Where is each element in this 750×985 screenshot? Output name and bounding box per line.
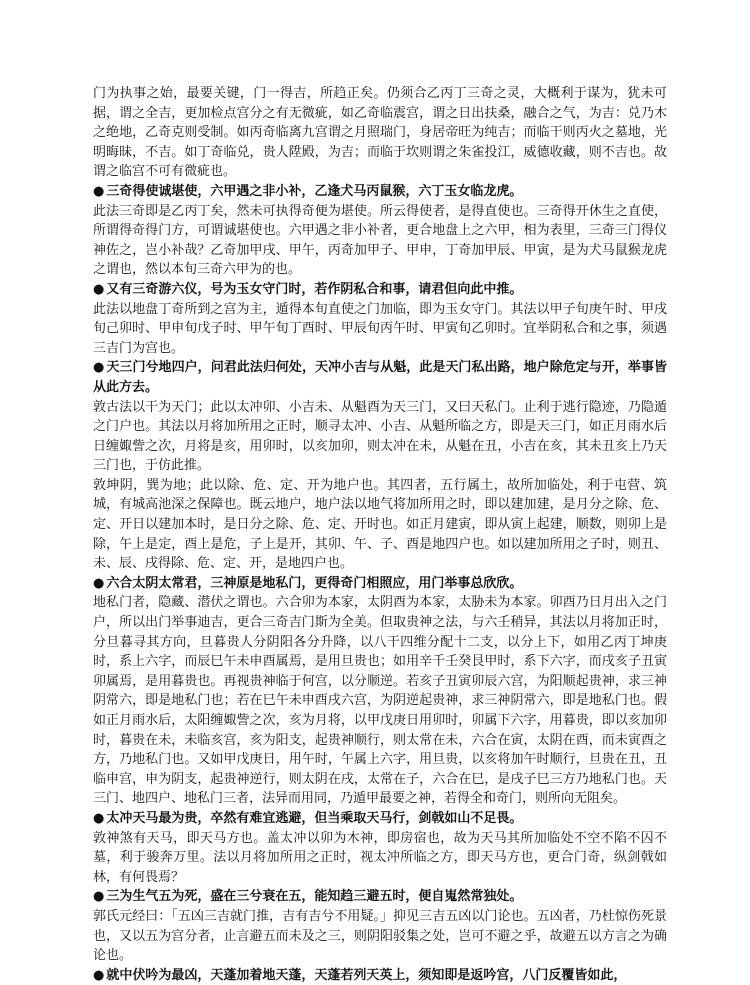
text: 此法三奇即是乙丙丁矣，然未可执得奇便为堪使。所云得使者，是得直使也。三奇得开休生之直使，所谓得奇得门方，可谓诚堪使也。六甲遇之非小补者，更合地盘上之六甲，相为表里，三奇三门得仪神佐之，岂小补哉？乙奇加甲戌、甲午，丙奇加甲子、甲申，丁奇加甲辰、甲寅，是为犬马鼠猴龙虎之谓也，然以本旬三奇六甲为的也。 [93,203,667,278]
text: 三为生气五为死，盛在三兮衰在五，能知趋三避五时，便自嵬然常独处。 [106,889,523,905]
text: 郭氏元经曰：「五凶三吉就门推，吉有吉兮不用疑。」抑见三吉五凶以门论也。五凶者，乃杜惊伤死景也，又以五为宫分者，止言避五而未及之三，则阴阳驳集之处，岂可不避之乎，故避五以方言之为确论也。 [93,908,667,964]
bullet-icon: ● [93,889,105,905]
bullet-icon: ● [93,183,105,199]
verse-line [93,182,667,202]
verse-line [93,966,667,985]
text: 地私门者，隐藏、潜伏之谓也。六合卯为本家，太阴酉为本家，太胁未为本家。卯酉乃日月出入之门户，所以出门举事迪吉，更合三奇吉门斯为全美。但取贵神之法，与六壬稍异，其法以月将加正时，分旦暮寻其方向，旦暮贵人分阴阳各分升降，以八干四维分配十二支，以分上下，如用乙丙丁坤庚时，系上六字，而辰巳午未申酉属焉，是用旦贵也；如用辛千壬癸艮甲时，系下六字，而戌亥子丑寅卯属焉，是用暮贵也。再视贵神临于何宫，以分顺逆。若亥子丑寅卯辰六宫，为阳顺起贵神，求三神阴常六，即是地私门也；若在巳午未申酉戌六宫，为阴逆起贵神，求三神阴常六，即是地私门也。假如正月雨水后，太阳缠娵訾之次，亥为月将，以甲戊庚日用卯时，卯属下六字，用暮贵，即以亥加卯时，暮贵在未，未临亥宫，亥为阳支，起贵神顺行，则太常在未，六合在寅，太阴在酉，而未寅酉之方，乃地私门也。又如甲戊庚日，用午时，午属上六字，用旦贵，以亥将加午时顺行，旦贵在丑，丑临申宫，申为阴支，起贵神逆行，则太阴在戌，太常在子，六合在巳，是戌子巳三方乃地私门也。天三门、地四户、地私门三者，法异而用同，乃遁甲最要之神，若得全和奇门，则所向无阻矣。 [93,595,667,807]
text: 敦古法以干为天门；此以太冲卯、小吉未、从魁酉为天三门，又曰天私门。止利于逃行隐迹，乃隐遁之门户也。其法以月将加所用之正时，顺寻太冲、小吉、从魁所临之方，即是天三门，如正月雨水后日缠娵訾之次，月将是亥，用卯时，以亥加卯，则太冲在未，从魁在丑，小吉在亥，其未丑亥上乃天三门也，于仿此推。 [93,399,667,474]
text: 敦神煞有天马，即天马方也。盖太冲以卯为木神，即房宿也，故为天马其所加临处不空不陷不囚不墓，利于骏奔万里。法以月将加所用之正时，视太冲所临之方，即天马方也，更合门奇，纵剑戟如林，有何畏焉？ [93,830,667,885]
paragraph [93,398,667,476]
paragraph [93,84,667,182]
text: 六合太阴太常君，三神原是地私门，更得奇门相照应，用门举事总欣欣。 [106,575,523,591]
verse-line [93,574,667,594]
text: 三奇得使诚堪使，六甲遇之非小补，乙逢犬马丙鼠猴，六丁玉女临龙虎。 [106,183,523,199]
text: 此法以地盘丁奇所到之宫为主，遁得本旬直使之门加临，即为玉女守门。其法以甲子旬庚午时、甲戌旬己卯时、甲申旬戊子时、甲午旬丁酉时、甲辰旬丙午时、甲寅旬乙卯时。宜举阴私合和之事，须遇三吉门为宫也。 [93,301,667,356]
text: 就中伏吟为最凶，天蓬加着地天蓬，天蓬若列天英上，须知即是返吟宫，八门反覆皆如此， [106,967,627,983]
text: 门为执事之始，最要关键，门一得吉，所趋正矣。仍须合乙丙丁三奇之灵，大概利于谋为，犹未可据，谓之全吉，更加检点宫分之有无微疵，如乙奇临震宫，谓之日出扶桑，融合之气，为吉：兑乃木之绝地，乙奇克则受制。如丙奇临离九宫谓之月照瑞门，身居帝旺为纯吉；而临干则丙火之墓地，光明晦昧，不吉。如丁奇临兑，贵人陞殿，为吉；而临于坎则谓之朱雀投江，威德收藏，则不吉也。故谓之临宫不可有微疵也。 [93,86,667,180]
paragraph [93,476,667,574]
bullet-icon: ● [93,810,105,826]
paragraph [93,300,667,359]
bullet-icon: ● [93,967,105,983]
text: 太冲天马最为贵，卒然有难宜逃避，但当乘取天马行，剑戟如山不足畏。 [106,810,523,826]
bullet-icon: ● [93,281,105,297]
paragraph [93,202,667,280]
bullet-icon: ● [93,575,105,591]
text: 天三门兮地四户，问君此法归何处，天冲小吉与从魁，此是天门私出路，地户除危定与开，举事皆从此方去。 [93,360,667,395]
paragraph [93,829,667,888]
verse-line [93,280,667,300]
text: 又有三奇游六仪，号为玉女守门时，若作阴私合和事，请君但向此中推。 [106,281,523,297]
verse-line [93,809,667,829]
document-page [93,84,667,985]
text: 敦坤阴，巽为地；此以除、危、定、开为地户也。其四者，五行属土，故所加临处，利于屯营、筑城，有城高池深之保障也。既云地户，地户法以地气将加所用之时，即以建加建，是月分之除、危、定、开日以建加本时，是日分之除、危、定、开时也。如正月建寅，即从寅上起建，顺数，则卯上是除，午上是定，酉上是危，子上是开，其卯、午、子、酉是地四户也。如以建加所用之子时，则丑、未、辰、戌得除、危、定、开，是地四户也。 [93,477,667,572]
paragraph [93,907,667,966]
bullet-icon: ● [93,360,105,376]
paragraph [93,593,667,809]
verse-line [93,358,667,397]
verse-line [93,887,667,907]
